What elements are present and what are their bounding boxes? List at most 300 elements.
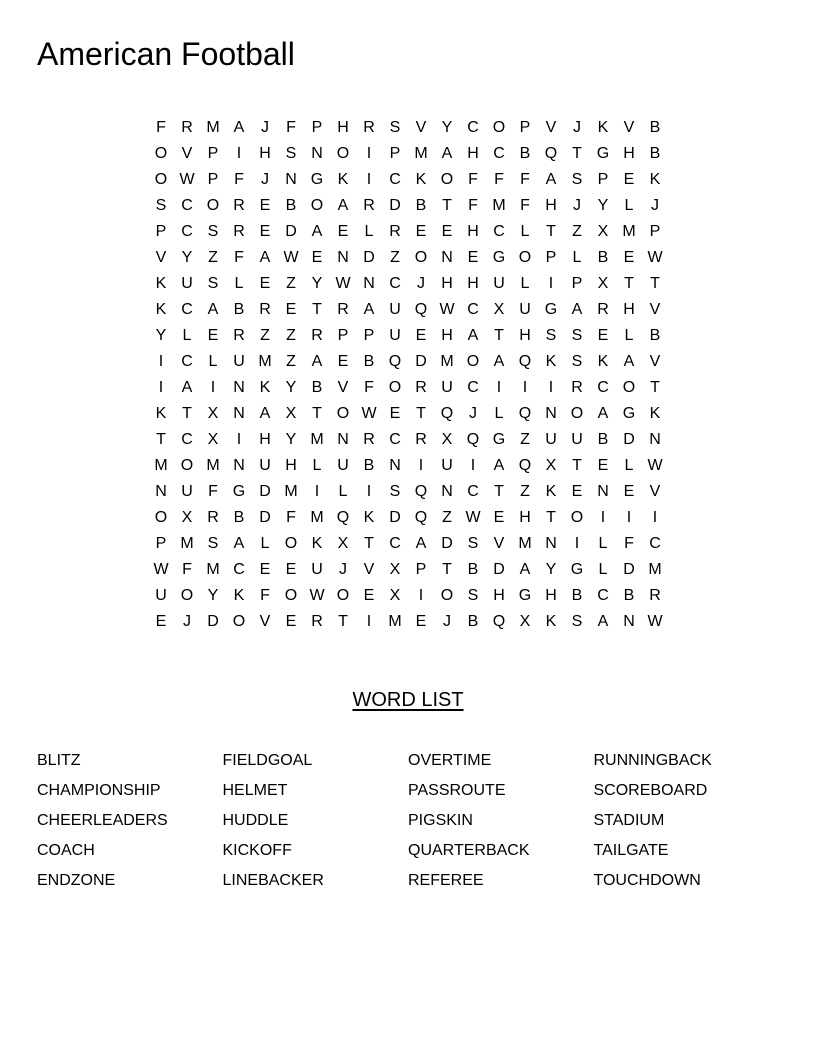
- grid-letter: K: [259, 379, 271, 396]
- grid-letter: X: [389, 561, 401, 578]
- grid-letter: T: [364, 535, 374, 552]
- grid-letter: A: [597, 613, 609, 630]
- grid-letter: H: [493, 587, 505, 604]
- grid-letter: H: [467, 145, 479, 162]
- grid-letter: V: [259, 613, 271, 630]
- grid-letter: H: [259, 431, 271, 448]
- grid-letter: B: [649, 145, 661, 162]
- grid-letter: I: [522, 379, 528, 396]
- grid-letter: U: [571, 431, 583, 448]
- word-list-column: [594, 746, 780, 896]
- grid-letter: T: [572, 145, 582, 162]
- grid-letter: T: [494, 327, 504, 344]
- word-list-title: WORD LIST: [352, 689, 464, 711]
- grid-letter: X: [519, 613, 531, 630]
- grid-letter: V: [623, 119, 635, 136]
- word-list-item: HUDDLE: [222, 812, 289, 829]
- grid-letter: F: [182, 561, 192, 578]
- grid-letter: P: [649, 223, 661, 240]
- grid-letter: N: [363, 275, 375, 292]
- grid-letter: C: [389, 171, 401, 188]
- grid-letter: T: [442, 561, 452, 578]
- grid-letter: O: [154, 509, 168, 526]
- grid-letter: W: [647, 249, 663, 266]
- grid-letter: O: [154, 171, 168, 188]
- grid-letter: C: [181, 301, 193, 318]
- grid-letter: B: [467, 561, 479, 578]
- grid-letter: O: [336, 405, 350, 422]
- grid-letter: N: [441, 249, 453, 266]
- grid-row: [148, 193, 668, 219]
- grid-letter: I: [366, 171, 372, 188]
- grid-letter: E: [259, 561, 271, 578]
- grid-letter: K: [311, 535, 323, 552]
- grid-letter: M: [206, 561, 220, 578]
- grid-letter: H: [519, 327, 531, 344]
- grid-letter: R: [337, 301, 349, 318]
- grid-letter: K: [337, 171, 349, 188]
- grid-letter: E: [259, 223, 271, 240]
- grid-row: [148, 219, 668, 245]
- grid-letter: E: [285, 613, 297, 630]
- grid-letter: Q: [466, 431, 480, 448]
- grid-letter: F: [156, 119, 166, 136]
- grid-letter: B: [649, 327, 661, 344]
- word-list-item: CHAMPIONSHIP: [37, 782, 161, 799]
- grid-letter: N: [155, 483, 167, 500]
- grid-letter: K: [233, 587, 245, 604]
- grid-letter: E: [623, 483, 635, 500]
- grid-letter: J: [469, 405, 477, 422]
- grid-letter: Q: [518, 353, 532, 370]
- grid-letter: E: [337, 353, 349, 370]
- grid-letter: J: [651, 197, 659, 214]
- grid-letter: J: [573, 119, 581, 136]
- grid-letter: N: [337, 431, 349, 448]
- grid-letter: E: [259, 275, 271, 292]
- grid-letter: G: [570, 561, 584, 578]
- grid-letter: T: [546, 509, 556, 526]
- grid-letter: A: [311, 223, 323, 240]
- word-list-item: FIELDGOAL: [222, 752, 313, 769]
- grid-letter: R: [233, 197, 245, 214]
- grid-letter: I: [574, 535, 580, 552]
- grid-letter: U: [441, 457, 453, 474]
- grid-letter: A: [181, 379, 193, 396]
- grid-row: [148, 531, 668, 557]
- grid-letter: X: [493, 301, 505, 318]
- grid-letter: L: [520, 223, 530, 240]
- grid-letter: F: [468, 197, 478, 214]
- grid-letter: C: [493, 223, 505, 240]
- word-list-item: RUNNINGBACK: [593, 752, 712, 769]
- grid-letter: S: [467, 587, 479, 604]
- grid-letter: E: [571, 483, 583, 500]
- grid-letter: S: [207, 535, 219, 552]
- grid-letter: X: [285, 405, 297, 422]
- grid-letter: J: [417, 275, 425, 292]
- grid-letter: D: [623, 431, 635, 448]
- grid-letter: C: [233, 561, 245, 578]
- grid-letter: G: [622, 405, 636, 422]
- grid-row: [148, 375, 668, 401]
- grid-letter: T: [338, 613, 348, 630]
- grid-letter: W: [361, 405, 377, 422]
- grid-letter: R: [259, 301, 271, 318]
- grid-letter: H: [337, 119, 349, 136]
- grid-letter: O: [310, 197, 324, 214]
- grid-letter: D: [623, 561, 635, 578]
- grid-letter: M: [492, 197, 506, 214]
- grid-letter: N: [233, 457, 245, 474]
- grid-letter: R: [311, 613, 323, 630]
- grid-letter: I: [366, 483, 372, 500]
- grid-letter: B: [285, 197, 297, 214]
- grid-letter: E: [155, 613, 167, 630]
- grid-letter: P: [207, 171, 219, 188]
- grid-letter: C: [467, 119, 479, 136]
- grid-letter: B: [363, 457, 375, 474]
- grid-letter: L: [338, 483, 348, 500]
- grid-letter: K: [649, 405, 661, 422]
- grid-letter: A: [337, 197, 349, 214]
- grid-letter: C: [389, 275, 401, 292]
- grid-letter: G: [544, 301, 558, 318]
- grid-letter: Z: [286, 353, 296, 370]
- grid-letter: L: [624, 457, 634, 474]
- grid-letter: A: [545, 171, 557, 188]
- grid-letter: X: [597, 223, 609, 240]
- grid-letter: R: [207, 509, 219, 526]
- grid-letter: U: [233, 353, 245, 370]
- grid-letter: L: [624, 197, 634, 214]
- grid-letter: K: [597, 119, 609, 136]
- grid-letter: X: [545, 457, 557, 474]
- word-list-item: TAILGATE: [593, 842, 669, 859]
- grid-letter: J: [261, 171, 269, 188]
- grid-letter: U: [181, 275, 193, 292]
- grid-letter: P: [155, 223, 167, 240]
- grid-letter: K: [545, 483, 557, 500]
- grid-letter: H: [441, 275, 453, 292]
- grid-letter: O: [466, 353, 480, 370]
- grid-letter: Z: [260, 327, 270, 344]
- grid-letter: E: [623, 171, 635, 188]
- grid-letter: Y: [545, 561, 557, 578]
- grid-letter: S: [467, 535, 479, 552]
- grid-row: [148, 167, 668, 193]
- grid-letter: Q: [544, 145, 558, 162]
- word-list-item: BLITZ: [37, 752, 81, 769]
- grid-letter: S: [389, 119, 401, 136]
- grid-letter: F: [468, 171, 478, 188]
- grid-letter: S: [545, 327, 557, 344]
- word-list-item: KICKOFF: [222, 842, 292, 859]
- grid-letter: I: [548, 379, 554, 396]
- grid-row: [148, 271, 668, 297]
- grid-letter: R: [181, 119, 193, 136]
- grid-letter: Q: [440, 405, 454, 422]
- grid-letter: D: [285, 223, 297, 240]
- grid-letter: E: [415, 327, 427, 344]
- grid-letter: O: [206, 197, 220, 214]
- grid-letter: A: [363, 301, 375, 318]
- grid-letter: B: [467, 613, 479, 630]
- grid-letter: H: [467, 275, 479, 292]
- grid-letter: W: [335, 275, 351, 292]
- grid-letter: O: [492, 119, 506, 136]
- grid-letter: E: [207, 327, 219, 344]
- grid-letter: I: [236, 145, 242, 162]
- grid-letter: N: [285, 171, 297, 188]
- grid-letter: F: [520, 197, 530, 214]
- grid-letter: O: [518, 249, 532, 266]
- grid-letter: B: [311, 379, 323, 396]
- grid-letter: M: [154, 457, 168, 474]
- grid-letter: K: [415, 171, 427, 188]
- grid-letter: J: [443, 613, 451, 630]
- grid-letter: Q: [414, 483, 428, 500]
- word-list-item: QUARTERBACK: [408, 842, 530, 859]
- grid-letter: K: [363, 509, 375, 526]
- grid-letter: T: [442, 197, 452, 214]
- grid-letter: A: [597, 405, 609, 422]
- grid-letter: O: [570, 509, 584, 526]
- grid-row: [148, 349, 668, 375]
- grid-row: [148, 323, 668, 349]
- grid-letter: L: [624, 327, 634, 344]
- grid-letter: S: [389, 483, 401, 500]
- grid-letter: V: [363, 561, 375, 578]
- grid-letter: U: [519, 301, 531, 318]
- grid-letter: D: [259, 483, 271, 500]
- grid-letter: Q: [336, 509, 350, 526]
- grid-letter: R: [415, 379, 427, 396]
- grid-letter: E: [337, 223, 349, 240]
- grid-letter: H: [623, 301, 635, 318]
- grid-letter: Z: [286, 327, 296, 344]
- grid-letter: G: [518, 587, 532, 604]
- grid-letter: O: [284, 587, 298, 604]
- grid-letter: I: [600, 509, 606, 526]
- grid-letter: G: [232, 483, 246, 500]
- grid-letter: A: [519, 561, 531, 578]
- grid-letter: E: [597, 327, 609, 344]
- grid-letter: Z: [442, 509, 452, 526]
- grid-letter: S: [571, 613, 583, 630]
- grid-letter: M: [310, 431, 324, 448]
- grid-letter: A: [493, 353, 505, 370]
- grid-letter: A: [493, 457, 505, 474]
- word-list-item: SCOREBOARD: [593, 782, 708, 799]
- grid-letter: M: [414, 145, 428, 162]
- grid-letter: E: [285, 561, 297, 578]
- grid-letter: B: [233, 509, 245, 526]
- word-list-item: OVERTIME: [408, 752, 492, 769]
- word-list-item: REFEREE: [408, 872, 484, 889]
- grid-letter: T: [312, 405, 322, 422]
- grid-letter: I: [158, 353, 164, 370]
- grid-letter: G: [596, 145, 610, 162]
- grid-letter: D: [389, 509, 401, 526]
- grid-letter: F: [520, 171, 530, 188]
- grid-letter: S: [155, 197, 167, 214]
- grid-letter: T: [572, 457, 582, 474]
- grid-letter: T: [650, 379, 660, 396]
- grid-letter: M: [518, 535, 532, 552]
- grid-letter: F: [260, 587, 270, 604]
- grid-letter: A: [311, 353, 323, 370]
- word-list-item: CHEERLEADERS: [37, 812, 168, 829]
- grid-letter: B: [233, 301, 245, 318]
- grid-letter: X: [389, 587, 401, 604]
- grid-letter: I: [626, 509, 632, 526]
- grid-letter: F: [624, 535, 634, 552]
- grid-letter: D: [259, 509, 271, 526]
- grid-letter: H: [285, 457, 297, 474]
- grid-letter: C: [467, 379, 479, 396]
- grid-letter: Y: [181, 249, 193, 266]
- grid-letter: M: [284, 483, 298, 500]
- grid-letter: A: [467, 327, 479, 344]
- grid-letter: X: [207, 431, 219, 448]
- grid-letter: U: [311, 561, 323, 578]
- grid-letter: R: [649, 587, 661, 604]
- grid-letter: C: [181, 431, 193, 448]
- grid-letter: V: [181, 145, 193, 162]
- grid-letter: U: [389, 327, 401, 344]
- grid-row: [148, 453, 668, 479]
- grid-letter: I: [652, 509, 658, 526]
- grid-letter: V: [155, 249, 167, 266]
- grid-letter: Z: [208, 249, 218, 266]
- grid-letter: C: [493, 145, 505, 162]
- grid-letter: R: [363, 431, 375, 448]
- grid-letter: Q: [518, 405, 532, 422]
- grid-letter: J: [261, 119, 269, 136]
- grid-letter: L: [598, 561, 608, 578]
- grid-letter: N: [545, 535, 557, 552]
- grid-letter: B: [519, 145, 531, 162]
- word-list-item: ENDZONE: [37, 872, 116, 889]
- grid-letter: F: [234, 171, 244, 188]
- grid-letter: V: [649, 483, 661, 500]
- grid-letter: E: [597, 457, 609, 474]
- grid-letter: B: [415, 197, 427, 214]
- grid-letter: P: [415, 561, 427, 578]
- grid-letter: G: [310, 171, 324, 188]
- word-list-item: HELMET: [222, 782, 288, 799]
- grid-letter: M: [648, 561, 662, 578]
- grid-letter: H: [623, 145, 635, 162]
- grid-letter: W: [647, 613, 663, 630]
- grid-letter: B: [597, 431, 609, 448]
- grid-row: [148, 583, 668, 609]
- grid-letter: Z: [520, 431, 530, 448]
- grid-letter: O: [440, 171, 454, 188]
- grid-letter: K: [545, 613, 557, 630]
- grid-letter: W: [153, 561, 169, 578]
- grid-letter: K: [155, 301, 167, 318]
- grid-row: [148, 557, 668, 583]
- grid-letter: O: [180, 587, 194, 604]
- grid-letter: X: [181, 509, 193, 526]
- word-list-item: COACH: [37, 842, 95, 859]
- grid-letter: I: [314, 483, 320, 500]
- grid-letter: U: [337, 457, 349, 474]
- grid-row: [148, 115, 668, 141]
- grid-letter: S: [207, 223, 219, 240]
- grid-letter: R: [363, 119, 375, 136]
- grid-letter: M: [310, 509, 324, 526]
- grid-letter: L: [312, 457, 322, 474]
- grid-letter: Y: [285, 431, 297, 448]
- grid-letter: Z: [572, 223, 582, 240]
- grid-letter: N: [233, 405, 245, 422]
- grid-letter: N: [389, 457, 401, 474]
- grid-letter: Z: [520, 483, 530, 500]
- grid-letter: I: [366, 613, 372, 630]
- grid-letter: C: [181, 223, 193, 240]
- grid-letter: W: [309, 587, 325, 604]
- word-list-heading: [0, 689, 816, 712]
- grid-letter: X: [337, 535, 349, 552]
- grid-letter: W: [283, 249, 299, 266]
- grid-letter: K: [155, 405, 167, 422]
- grid-row: [148, 245, 668, 271]
- grid-letter: I: [418, 587, 424, 604]
- grid-letter: P: [207, 145, 219, 162]
- grid-letter: D: [207, 613, 219, 630]
- grid-letter: Q: [492, 613, 506, 630]
- grid-letter: N: [623, 613, 635, 630]
- grid-letter: D: [441, 535, 453, 552]
- grid-letter: I: [210, 379, 216, 396]
- grid-letter: M: [206, 119, 220, 136]
- grid-letter: F: [208, 483, 218, 500]
- grid-letter: P: [337, 327, 349, 344]
- grid-letter: Q: [518, 457, 532, 474]
- grid-letter: H: [441, 327, 453, 344]
- grid-letter: N: [441, 483, 453, 500]
- grid-letter: C: [597, 587, 609, 604]
- grid-letter: U: [441, 379, 453, 396]
- grid-letter: Y: [597, 197, 609, 214]
- grid-letter: Y: [311, 275, 323, 292]
- word-list-item: PASSROUTE: [408, 782, 506, 799]
- grid-letter: P: [597, 171, 609, 188]
- grid-letter: C: [467, 301, 479, 318]
- grid-letter: I: [496, 379, 502, 396]
- grid-letter: U: [259, 457, 271, 474]
- grid-letter: E: [623, 249, 635, 266]
- grid-row: [148, 401, 668, 427]
- grid-letter: C: [389, 431, 401, 448]
- grid-letter: G: [492, 431, 506, 448]
- grid-letter: F: [286, 509, 296, 526]
- grid-letter: H: [519, 509, 531, 526]
- grid-letter: L: [260, 535, 270, 552]
- grid-letter: E: [493, 509, 505, 526]
- grid-letter: A: [233, 119, 245, 136]
- grid-letter: N: [545, 405, 557, 422]
- grid-letter: V: [649, 353, 661, 370]
- grid-letter: B: [649, 119, 661, 136]
- grid-row: [148, 609, 668, 635]
- grid-letter: I: [236, 431, 242, 448]
- grid-letter: O: [622, 379, 636, 396]
- grid-letter: X: [441, 431, 453, 448]
